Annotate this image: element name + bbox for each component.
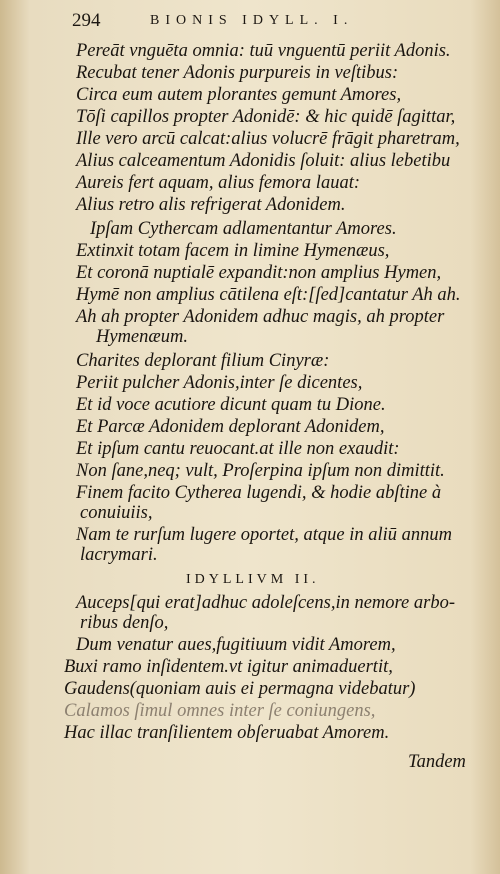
text-line: Finem facito Cytherea lugendi, & hodie abſtine à: [76, 483, 442, 503]
text-line: Gaudens(quoniam auis ei permagna videbatur): [64, 679, 416, 699]
running-title: BIONIS IDYLL. I.: [150, 13, 354, 28]
catchword: Tandem: [408, 752, 466, 772]
text-line: Buxi ramo inſidentem.vt igitur animaduertit,: [64, 657, 393, 677]
text-line: Alius retro alis refrigerat Adonidem.: [76, 195, 346, 215]
text-line: Hac illac tranſilientem obſeruabat Amorem.: [64, 723, 390, 743]
text-line: Extinxit totam facem in limine Hymenæus,: [76, 241, 390, 261]
text-line: Ah ah propter Adonidem adhuc magis, ah propter: [76, 307, 445, 327]
text-line: Recubat tener Adonis purpureis in veſtibus:: [76, 63, 399, 83]
text-line: Tōſi capillos propter Adonidē: & hic quidē ſagittar,: [76, 107, 456, 127]
text-line: lacrymari.: [80, 545, 158, 565]
text-line: Alius calceamentum Adonidis ſoluit: alius lebetibu: [76, 151, 451, 171]
text-line: Nam te rurſum lugere oportet, atque in aliū annum: [76, 525, 452, 545]
page-number: 294: [72, 10, 101, 31]
text-line: Dum venatur aues,fugitiuum vidit Amorem,: [76, 635, 396, 655]
section-heading: IDYLLIVM II.: [186, 572, 320, 587]
text-line: Periit pulcher Adonis,inter ſe dicentes,: [76, 373, 363, 393]
text-line: Non ſane,neq; vult, Proſerpina ipſum non dimittit.: [76, 461, 445, 481]
text-line: Pereāt vnguēta omnia: tuū vnguentū periit Adonis.: [76, 41, 451, 61]
text-line: conuiuiis,: [80, 503, 153, 523]
text-line: Ipſam Cythercam adlamentantur Amores.: [90, 219, 397, 239]
text-line: Aureis fert aquam, alius femora lauat:: [76, 173, 360, 193]
text-line: Calamos ſimul omnes inter ſe coniungens,: [64, 701, 376, 721]
text-line: Hymenæum.: [96, 327, 188, 347]
text-line: Auceps[qui erat]adhuc adoleſcens,in nemore arbo-: [76, 593, 456, 613]
text-line: Et coronā nuptialē expandit:non amplius Hymen,: [76, 263, 442, 283]
text-line: Ille vero arcū calcat:alius volucrē frāgit pharetram,: [76, 129, 460, 149]
text-line: Circa eum autem plorantes gemunt Amores,: [76, 85, 402, 105]
text-line: Et Parcæ Adonidem deplorant Adonidem,: [76, 417, 385, 437]
text-line: Et ipſum cantu reuocant.at ille non exaudit:: [76, 439, 400, 459]
text-line: ribus denſo,: [80, 613, 169, 633]
text-line: Hymē non amplius cātilena eſt:[ſed]cantatur Ah ah.: [76, 285, 461, 305]
text-line: Charites deplorant filium Cinyræ:: [76, 351, 330, 371]
text-line: Et id voce acutiore dicunt quam tu Dione.: [76, 395, 386, 415]
